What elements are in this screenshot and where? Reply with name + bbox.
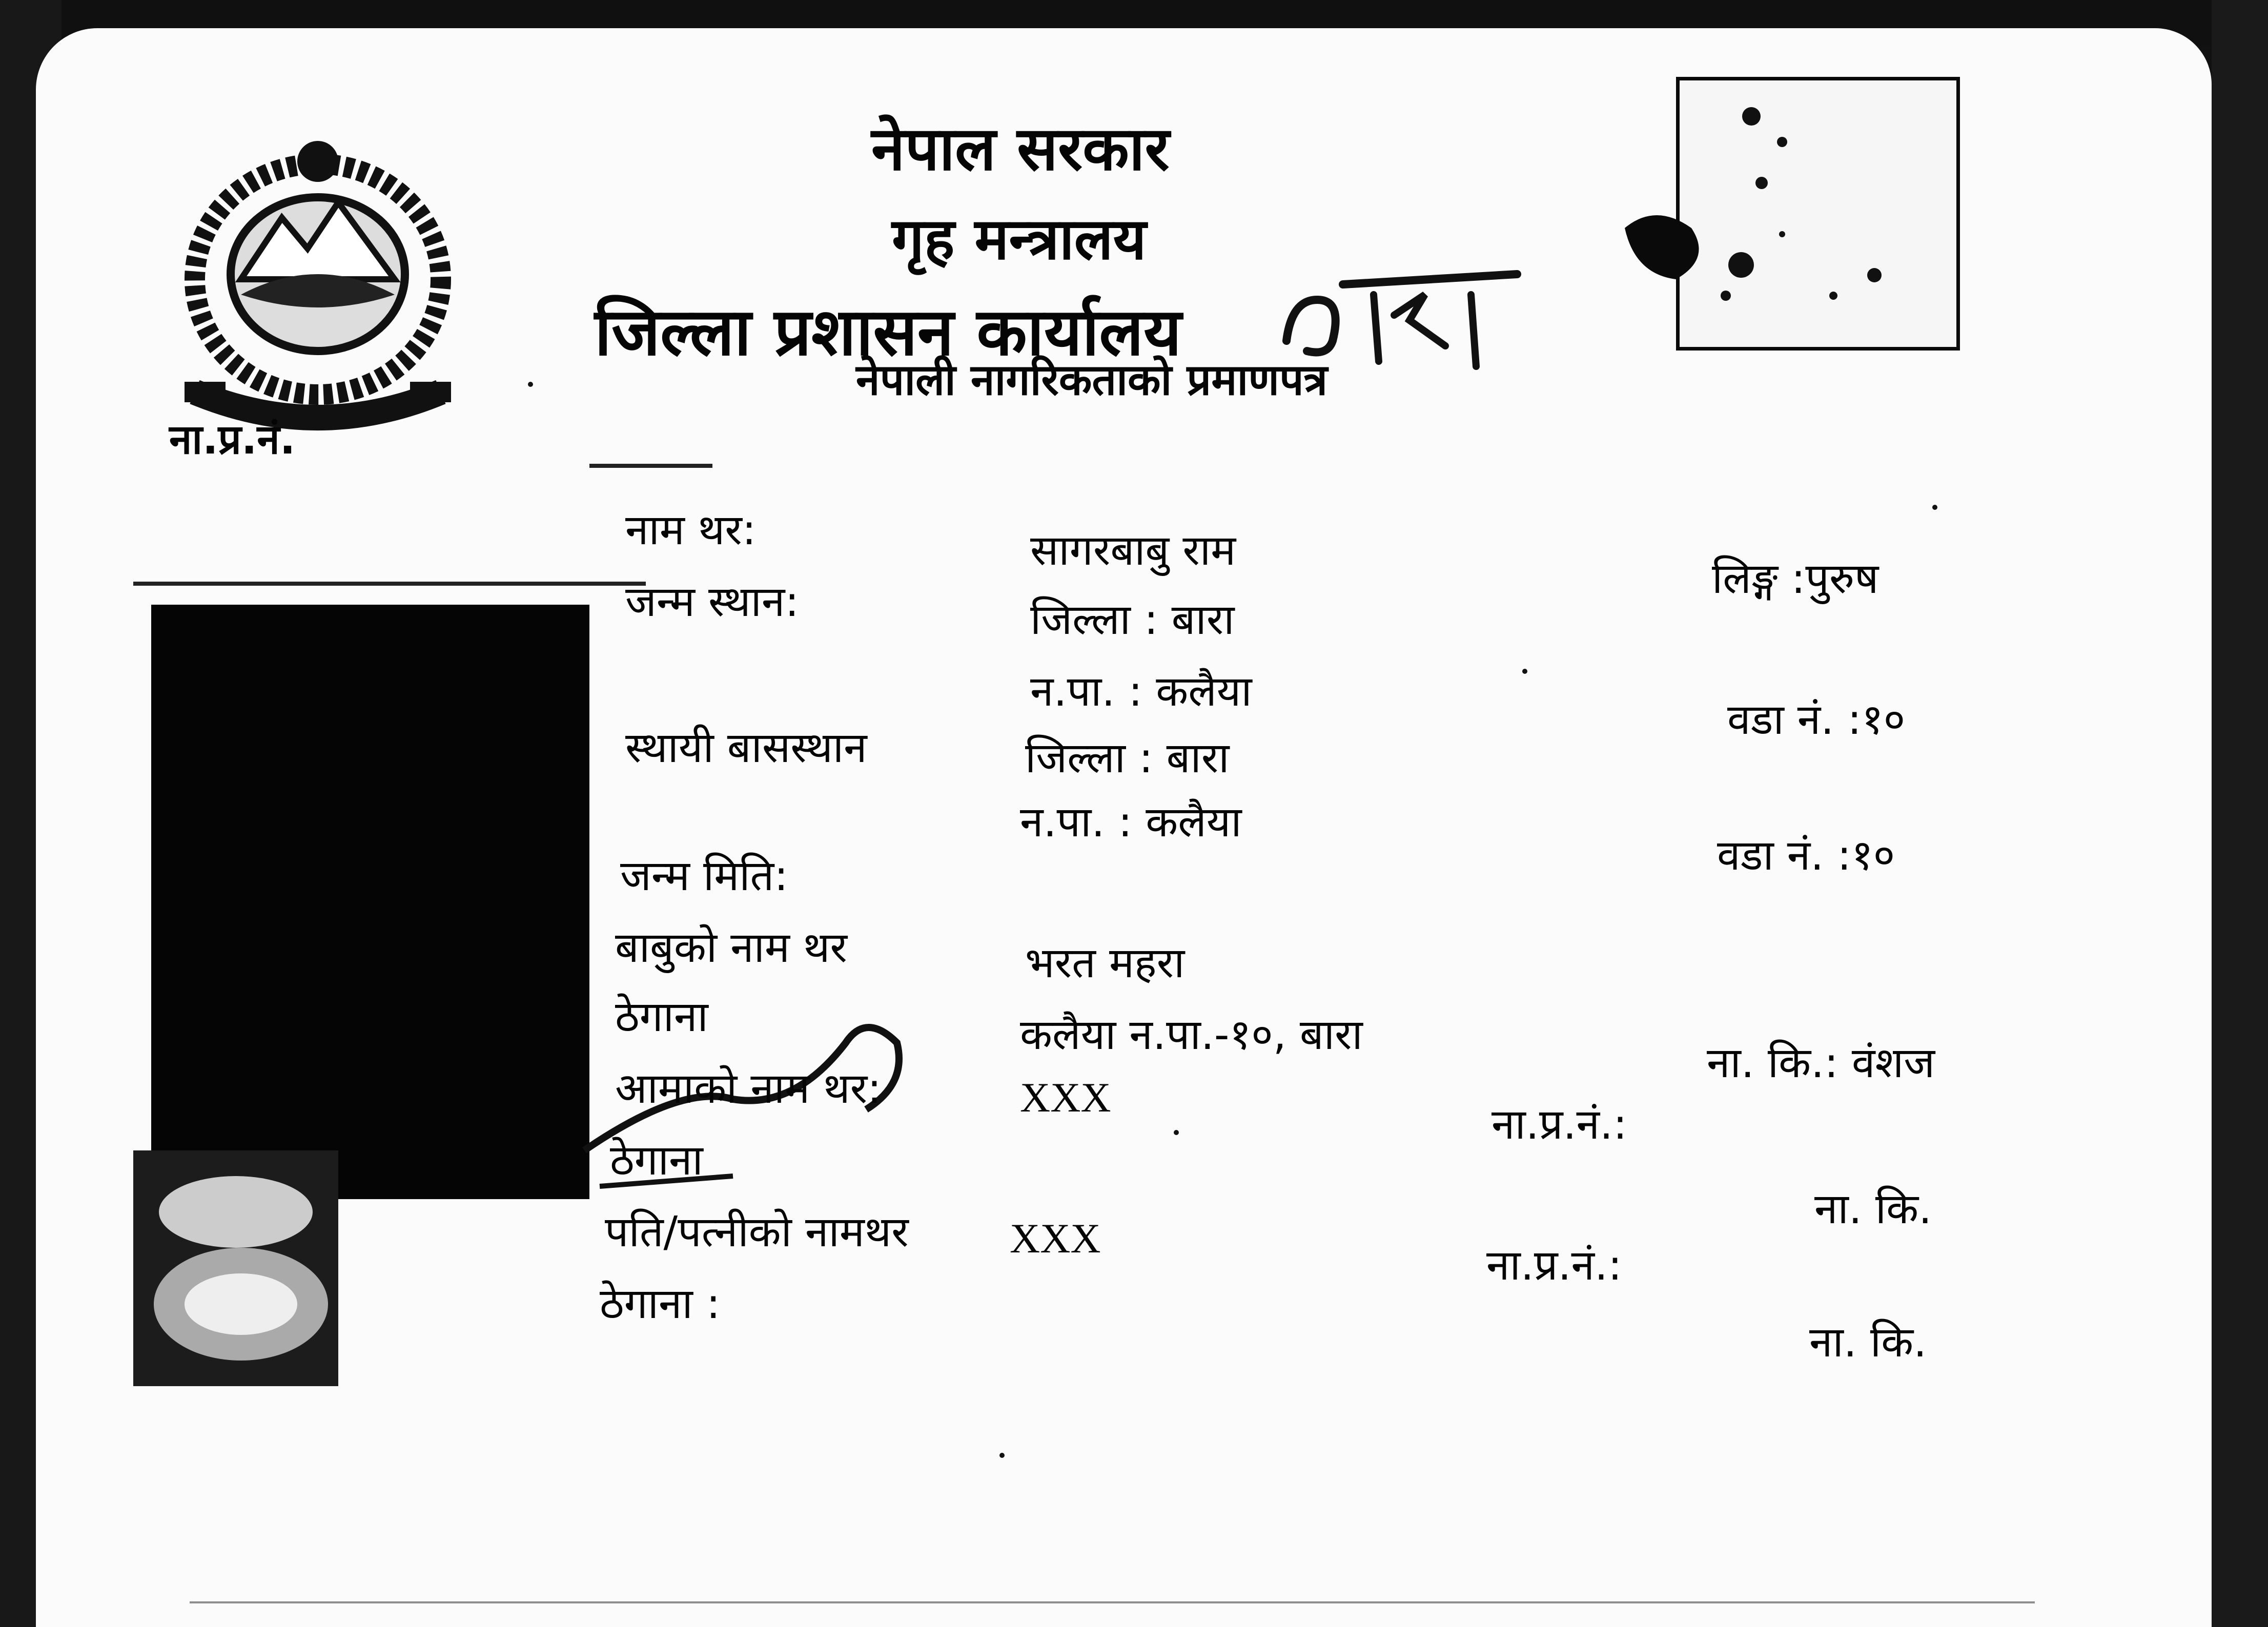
speck <box>999 1453 1005 1458</box>
father-label: बाबुको नाम थर <box>615 923 847 972</box>
mother-cit-type: ना. कि. <box>1814 1185 1932 1233</box>
speck <box>1522 669 1527 674</box>
name-value: सागरबाबु राम <box>1030 526 1236 575</box>
spouse-label: पति/पत्नीको नामथर <box>605 1208 909 1257</box>
mother-address-label: ठेगाना <box>610 1136 703 1185</box>
birth-municipality: न.पा. : कलैया <box>1030 667 1252 716</box>
mother-value: XXX <box>1020 1074 1111 1121</box>
name-label: नाम थर: <box>625 506 757 554</box>
speck <box>1932 505 1937 510</box>
header-ministry: गृह मन्त्रालय <box>892 206 1147 273</box>
spouse-cit-type: ना. कि. <box>1809 1318 1927 1367</box>
speck <box>1174 1130 1179 1135</box>
header-government: नेपाल सरकार <box>871 113 1170 184</box>
ink-blot <box>1615 197 1717 290</box>
seal-emblem-small-icon <box>133 1150 338 1386</box>
perm-district: जिल्ला : बारा <box>1025 734 1230 782</box>
speck <box>528 382 533 387</box>
dash-noise <box>589 464 712 468</box>
father-address-label: ठेगाना <box>615 993 708 1041</box>
citizenship-type: ना. कि.: वंशज <box>1707 1039 1935 1087</box>
certificate-paper <box>36 28 2212 1627</box>
father-value: भरत महरा <box>1025 939 1185 987</box>
scan-edge-right <box>2212 0 2268 1627</box>
gender-value: लिङ्ग :पुरुष <box>1712 554 1879 603</box>
cert-number-label: ना.प्र.नं. <box>169 416 296 463</box>
birth-ward: वडा नं. :१० <box>1727 695 1906 744</box>
certificate-title: नेपाली नागरिकताको प्रमाणपत्र <box>856 355 1328 405</box>
spouse-cert-label: ना.प्र.नं.: <box>1486 1241 1622 1290</box>
nepal-emblem-icon <box>154 126 482 448</box>
header-district-office: जिल्ला प्रशासन कार्यालय <box>595 294 1182 370</box>
birth-district: जिल्ला : बारा <box>1030 595 1235 644</box>
photo-redacted <box>151 605 589 1199</box>
spouse-address-label: ठेगाना : <box>600 1280 721 1328</box>
perm-ward-partial: वडा नं. :१० <box>1717 831 1895 880</box>
birthplace-label: जन्म स्थान: <box>625 578 800 626</box>
permanent-address-label: स्थायी बासस्थान <box>625 724 867 772</box>
father-address-value: कलैया न.पा.-१०, बारा <box>1020 1011 1363 1059</box>
dob-label: जन्म मिति: <box>620 852 788 900</box>
spouse-value: XXX <box>1010 1215 1101 1262</box>
dash-noise <box>190 1601 2035 1603</box>
perm-municipality: न.पा. : कलैया <box>1020 798 1242 847</box>
rule-line <box>133 582 646 586</box>
mother-label: आमाको नाम थर: <box>615 1064 882 1113</box>
svg-text:बारा: बारा <box>1409 379 1411 380</box>
stamp-box <box>1676 77 1960 351</box>
mother-cert-label: ना.प्र.नं.: <box>1491 1100 1627 1149</box>
